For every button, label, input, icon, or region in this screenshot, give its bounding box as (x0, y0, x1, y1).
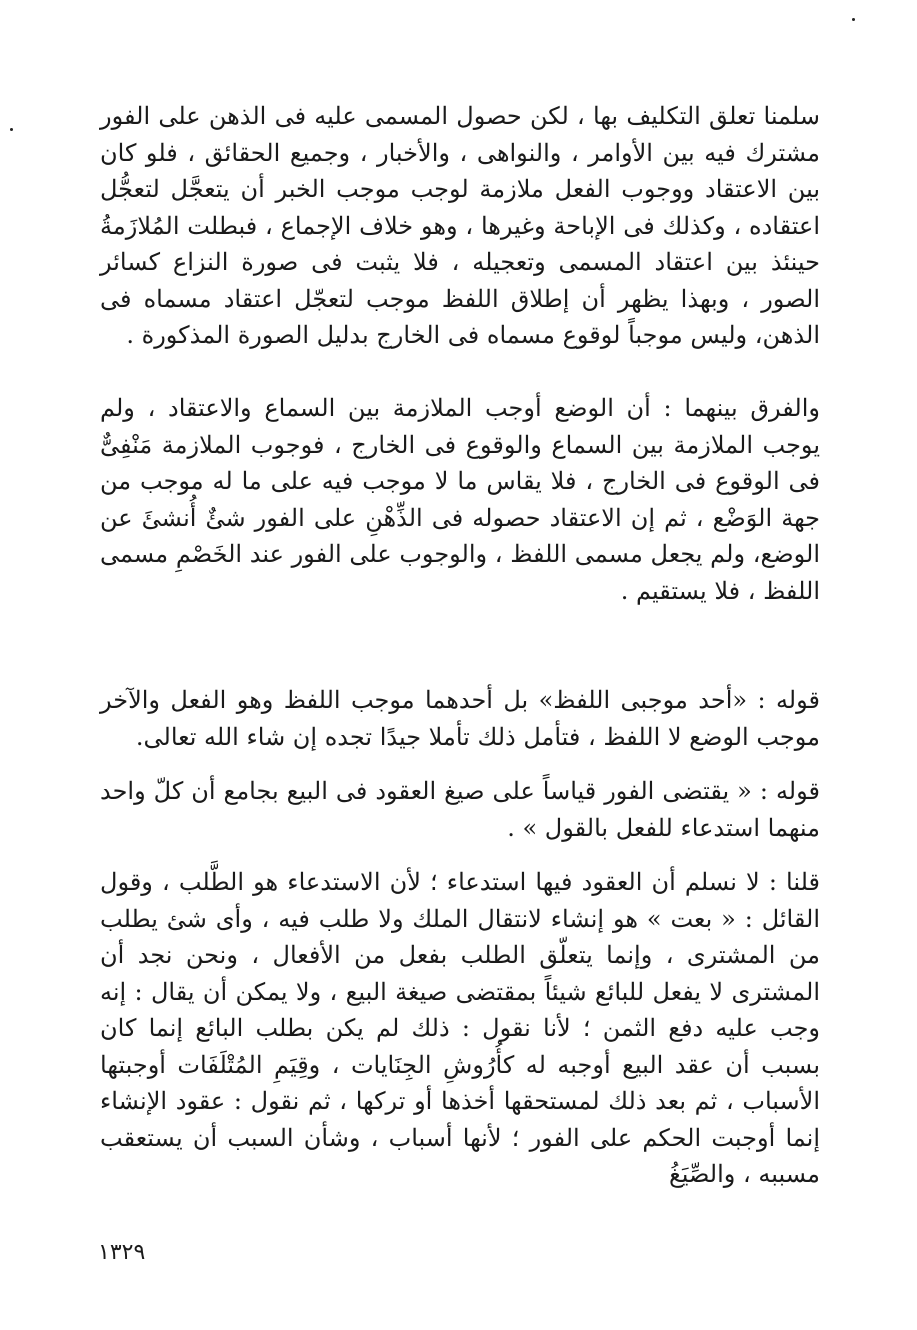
paragraph-2: والفرق بينهما : أن الوضع أوجب الملازمة بين السماع والاعتقاد ، ولم يوجب الملازمة بين السماع والوقوع فى الخارج ، فوجوب الملازمة مَنْفِىٌّ فى الوقوع فى الخارج ، فلا يقاس ما لا موجب فيه على ما له موجب من جهة الوَضْع ، ثم إن الاعتقاد حصوله فى الذِّهْنِ على الفور شئٌ أُنشئَ عن الوضع، ولم يجعل مسمى اللفظ ، والوجوب على الفور عند الخَصْمِ مسمى اللفظ ، فلا يستقيم . (100, 394, 820, 605)
paragraph-5: قلنا : لا نسلم أن العقود فيها استدعاء ؛ لأن الاستدعاء هو الطَّلب ، وقول القائل : « بعت » هو إنشاء لانتقال الملك ولا طلب فيه ، وأى شئ يطلب من المشترى ، وإنما يتعلّق الطلب بفعل من الأفعال ، ونحن نجد أن المشترى لا يفعل للبائع شيئاً بمقتضى صيغة البيع ، ولا يمكن أن يقال : إنه وجب عليه دفع الثمن ؛ لأنا نقول : ذلك لم يكن بطلب البائع إنما كان بسبب أن عقد البيع أوجبه له كأُرُوشِ الجِنَايات ، وقِيَمِ المُتْلَفَات أوجبتها الأسباب ، ثم بعد ذلك لمستحقها أخذها أو تركها ، ثم نقول : عقود الإنشاء إنما أوجبت الحكم على الفور ؛ لأنها أسباب ، وشأن السبب أن يستعقب مسببه ، والصِّيَغُ (100, 868, 820, 1188)
page-number: ١٣٢٩ (98, 1240, 146, 1265)
paragraph-4: قوله : « يقتضى الفور قياساً على صيغ العقود فى البيع بجامع أن كلّ واحد منهما استدعاء للفعل بالقول » . (100, 777, 820, 842)
scan-mark (852, 18, 855, 21)
scan-mark (10, 128, 13, 131)
paragraph-3: قوله : «أحد موجبى اللفظ» بل أحدهما موجب اللفظ وهو الفعل والآخر موجب الوضع لا اللفظ ، فتأمل ذلك تأملا جيدًا تجده إن شاء الله تعالى. (100, 686, 820, 751)
paragraph-1: سلمنا تعلق التكليف بها ، لكن حصول المسمى عليه فى الذهن على الفور مشترك فيه بين الأوامر ، والنواهى ، والأخبار ، وجميع الحقائق ، فلو كان بين الاعتقاد ووجوب الفعل ملازمة لوجب موجب الخبر أن يتعجَّل لتعجُّل اعتقاده ، وكذلك فى الإباحة وغيرها ، وهو خلاف الإجماع ، فبطلت المُلازَمةُ حينئذ بين اعتقاد المسمى وتعجيله ، فلا يثبت فى صورة النزاع كسائر الصور ، وبهذا يظهر أن إطلاق اللفظ موجب لتعجّل اعتقاد مسماه فى الذهن، وليس موجباً لوقوع مسماه فى الخارج بدليل الصورة المذكورة . (100, 102, 820, 349)
